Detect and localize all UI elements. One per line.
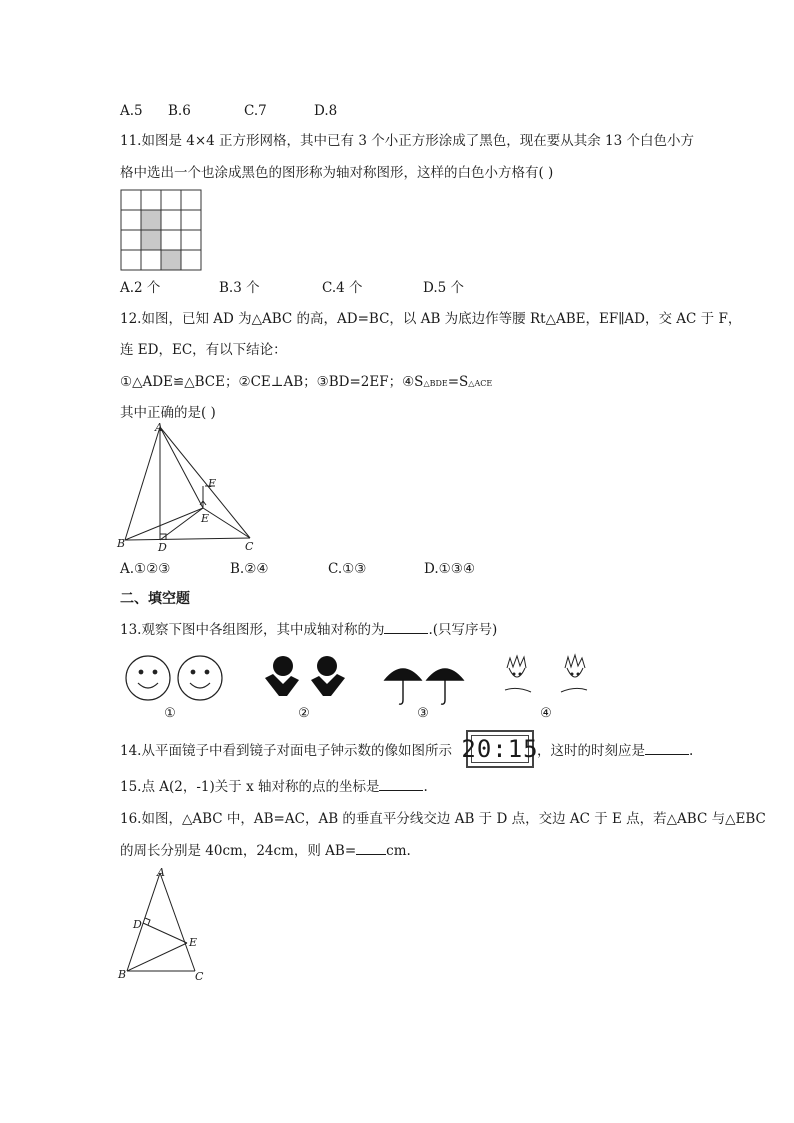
q12-option-b: B.②④	[230, 561, 269, 577]
q12-option-c: C.①③	[328, 561, 367, 577]
q15-end: .	[423, 779, 428, 795]
q16-text-line1: 16.如图，△ABC 中，AB=AC，AB 的垂直平分线交边 AB 于 D 点，交边 AC 于 E 点，若△ABC 与△EBC	[120, 811, 766, 827]
q11-option-d: D.5 个	[423, 280, 465, 296]
q13-figure-label-4: ④	[540, 706, 552, 721]
section-fill-in-title: 二、填空题	[120, 591, 190, 607]
grid-lines	[121, 190, 201, 270]
q13-text-before: 13.观察下图中各组图形，其中成轴对称的为	[120, 622, 385, 638]
q14-answer-blank[interactable]	[645, 754, 689, 755]
q12-conclusions	[120, 372, 492, 394]
q13-figure-label-3: ③	[417, 706, 429, 721]
mirrored-clock-display	[461, 730, 539, 768]
smiley-face-icon	[178, 656, 222, 700]
q12-text-line1: 12.如图，已知 AD 为△ABC 的高，AD=BC，以 AB 为底边作等腰 Rt△ABE，EF∥AD，交 AC 于 F，	[120, 311, 742, 327]
q16-label-c: C	[195, 970, 204, 983]
q11-text-line1: 11.如图是 4×4 正方形网格，其中已有 3 个小正方形涂成了黑色，现在要从其余 13 个白色小方	[120, 133, 694, 149]
q12-label-a: A	[155, 421, 163, 434]
q12-label-e: E	[201, 512, 210, 525]
q13-question	[120, 620, 497, 640]
q16-label-e: E	[189, 936, 198, 949]
smiley-face-icon	[126, 656, 170, 700]
q15-question	[120, 777, 428, 797]
clock-digits: 20:15	[461, 735, 539, 763]
grid-shaded-cell	[141, 230, 161, 250]
q10-option-a: A.5	[120, 103, 143, 119]
q12-label-c: C	[245, 540, 254, 553]
q12-sub-bde: △BDE	[423, 379, 448, 388]
q13-text-after: .(只写序号)	[428, 622, 498, 638]
q11-option-c: C.4 个	[322, 280, 363, 296]
q12-label-b: B	[117, 537, 126, 550]
q12-option-d: D.①③④	[424, 561, 475, 577]
q16-label-a: A	[157, 866, 165, 879]
q13-figure-label-1: ①	[164, 706, 176, 721]
q10-option-b: B.6	[168, 103, 191, 119]
q13-figure-label-2: ②	[298, 706, 310, 721]
q16-text-before: 的周长分别是 40cm，24cm，则 AB=	[120, 843, 357, 859]
q11-text-line2: 格中选出一个也涂成黑色的图形称为轴对称图形，这样的白色小方格有( )	[120, 165, 554, 181]
q12-label-d: D	[158, 541, 167, 554]
q16-text-after: cm.	[386, 843, 411, 859]
q16-triangle-figure	[115, 865, 210, 985]
spiky-hair-face-icon	[505, 656, 531, 692]
q13-answer-blank[interactable]	[384, 633, 428, 634]
q16-answer-blank[interactable]	[356, 854, 386, 855]
q12-label-f: F	[208, 477, 216, 490]
q14-tail	[537, 741, 693, 761]
grid-shaded-cell	[141, 210, 161, 230]
q14-text-before: 14.从平面镜子中看到镜子对面电子钟示数的像如图所示	[120, 743, 452, 759]
q14-text-after: ，这时的时刻应是	[537, 743, 645, 759]
grid-shaded-cell	[161, 250, 181, 270]
q12-question: 其中正确的是( )	[120, 405, 216, 421]
q15-answer-blank[interactable]	[379, 790, 423, 791]
q16-text-line2	[120, 841, 411, 861]
q12-eq: =S	[447, 374, 469, 390]
umbrella-icon	[427, 669, 463, 704]
q10-option-c: C.7	[244, 103, 267, 119]
q12-conclusions-main: ①△ADE≌△BCE；②CE⊥AB；③BD=2EF；④S	[120, 374, 424, 390]
q12-triangle-figure	[115, 420, 265, 555]
q12-sub-ace: △ACE	[468, 379, 493, 388]
q16-label-b: B	[118, 968, 127, 981]
q11-option-a: A.2 个	[120, 280, 161, 296]
q15-text: 15.点 A(2，-1)关于 x 轴对称的点的坐标是	[120, 779, 380, 795]
q16-label-d: D	[133, 918, 142, 931]
umbrella-icon	[385, 669, 421, 704]
q10-option-d: D.8	[314, 103, 338, 119]
q13-figures	[115, 650, 595, 725]
q11-option-b: B.3 个	[219, 280, 260, 296]
q14-end: .	[689, 743, 694, 759]
hand-figure-icon	[265, 656, 299, 696]
spiky-hair-face-icon	[561, 655, 587, 692]
q12-option-a: A.①②③	[120, 561, 171, 577]
q12-text-line2: 连 ED，EC，有以下结论：	[120, 342, 287, 358]
q11-grid-figure	[120, 189, 202, 271]
hand-figure-icon	[311, 656, 345, 696]
